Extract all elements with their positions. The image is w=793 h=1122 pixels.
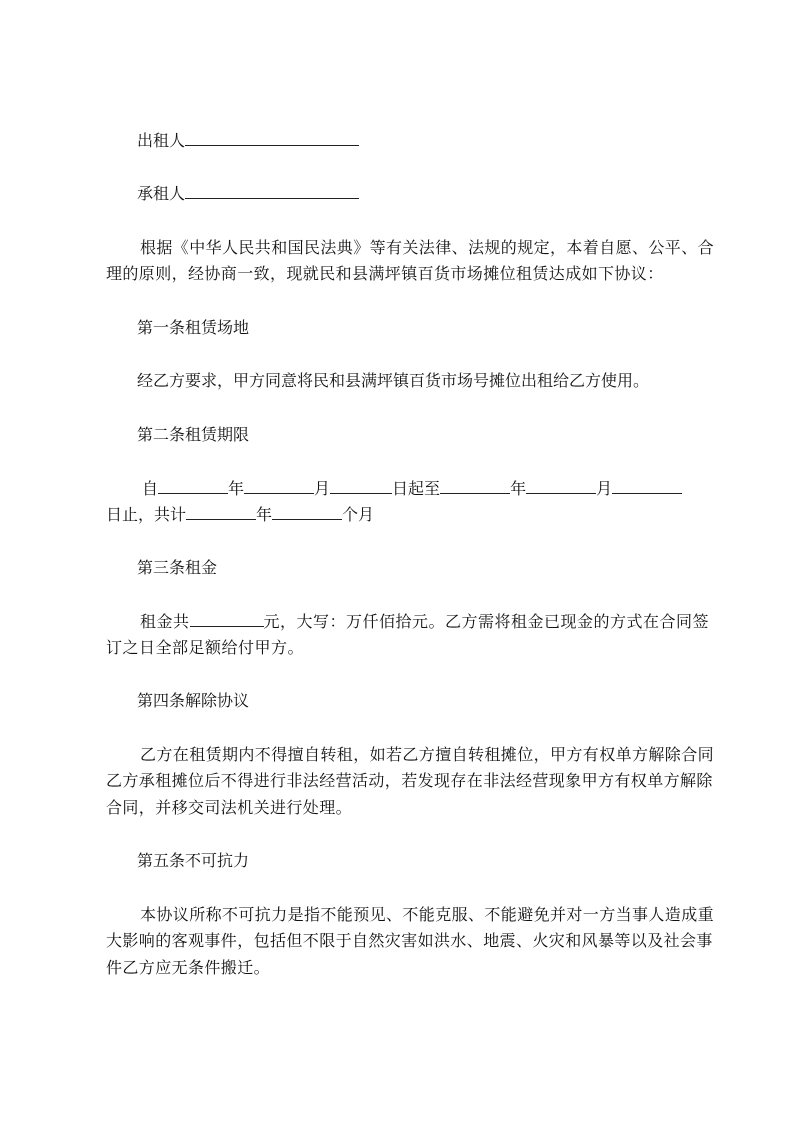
lessee-label: 承租人: [137, 184, 186, 203]
intro-line-1: 根据《中华人民共和国民法典》等有关法律、法规的规定，本着自愿、公平、合: [140, 238, 715, 257]
start-year-blank: [158, 479, 228, 494]
article3-title: 第三条租金: [137, 558, 218, 577]
term-month-2: 月: [596, 479, 613, 498]
intro-line-2: 理的原则，经协商一致，现就民和县满坪镇百货市场摊位租赁达成如下协议：: [106, 264, 664, 283]
lessor-blank: [185, 131, 359, 146]
rent-prefix: 租金共: [140, 612, 190, 631]
end-day-blank: [612, 479, 682, 494]
rent-suffix: 元，大写：万仟佰拾元。乙方需将租金已现金的方式在合同签: [263, 612, 710, 631]
total-month-blank: [272, 505, 342, 520]
term-day-end: 日止，共计: [106, 505, 187, 524]
start-month-blank: [244, 479, 314, 494]
end-year-blank: [440, 479, 510, 494]
term-month-1: 月: [314, 479, 331, 498]
force-majeure-line-1: 本协议所称不可抗力是指不能预见、不能克服、不能避免并对一方当事人造成重: [140, 905, 715, 924]
lessee-line: [137, 184, 359, 204]
term-line-1: [142, 479, 682, 499]
end-month-blank: [526, 479, 596, 494]
rent-amount-blank: [190, 612, 264, 627]
lessee-blank: [185, 184, 359, 199]
article2-title: 第二条租赁期限: [137, 425, 250, 444]
force-majeure-line-2: 大影响的客观事件，包括但不限于自然灾害如洪水、地震、火灾和风暴等以及社会事: [106, 931, 713, 950]
termination-line-3: 合同，并移交司法机关进行处理。: [106, 798, 353, 817]
article5-title: 第五条不可抗力: [137, 851, 250, 870]
rent-line-2: 订之日全部足额给付甲方。: [106, 638, 305, 657]
total-year-blank: [186, 505, 256, 520]
rent-line-1: [140, 612, 709, 632]
lessor-label: 出租人: [137, 131, 186, 150]
termination-line-1: 乙方在租赁期内不得擅自转租，如若乙方擅自转租摊位，甲方有权单方解除合同: [140, 745, 715, 764]
lessor-line: [137, 131, 359, 151]
term-day-start: 日起至: [392, 479, 441, 498]
term-year-1: 年: [228, 479, 245, 498]
article1-title: 第一条租赁场地: [137, 318, 250, 337]
article1-text: 经乙方要求，甲方同意将民和县满坪镇百货市场号摊位出租给乙方使用。: [137, 371, 650, 390]
termination-line-2: 乙方承租摊位后不得进行非法经营活动，若发现存在非法经营现象甲方有权单方解除: [106, 771, 713, 790]
term-year-2: 年: [510, 479, 527, 498]
term-months: 个月: [342, 505, 375, 524]
term-from: 自: [142, 479, 159, 498]
article4-title: 第四条解除协议: [137, 691, 250, 710]
start-day-blank: [330, 479, 392, 494]
term-year-3: 年: [256, 505, 273, 524]
force-majeure-line-3: 件乙方应无条件搬迁。: [106, 958, 271, 977]
term-line-2: [106, 505, 374, 525]
